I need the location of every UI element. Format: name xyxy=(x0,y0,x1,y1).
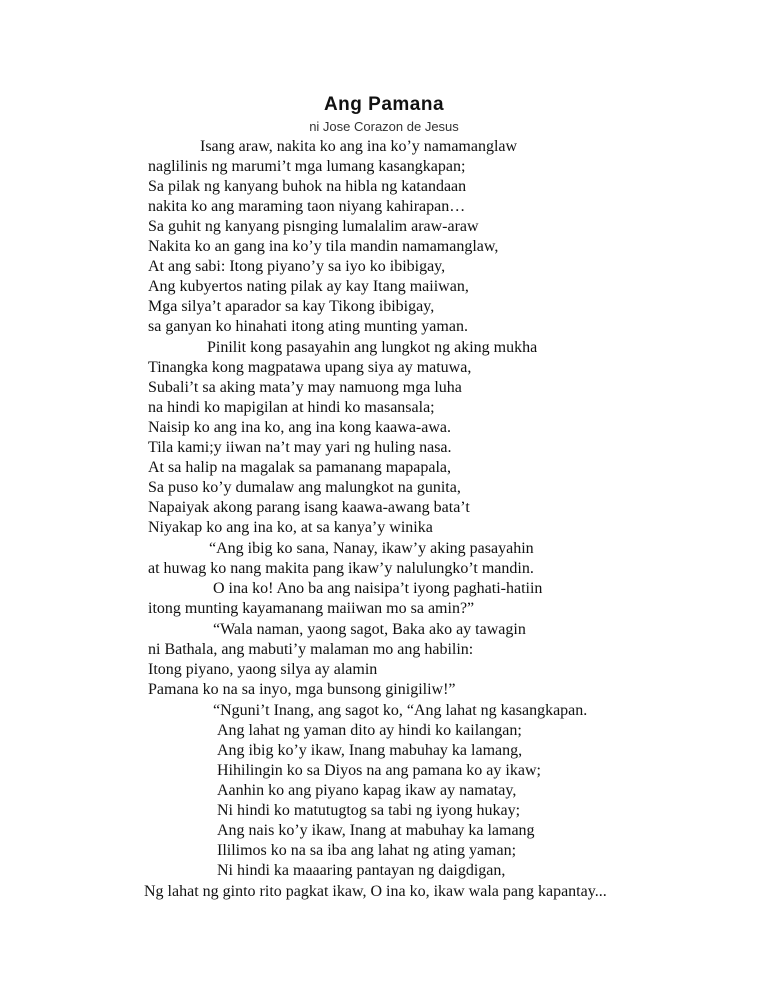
poem-line: Niyakap ko ang ina ko, at sa kanya’y winika xyxy=(148,519,433,536)
poem-line: At ang sabi: Itong piyano’y sa iyo ko ibibigay, xyxy=(148,258,446,275)
poem-line: Tinangka kong magpatawa upang siya ay matuwa, xyxy=(148,359,472,376)
poem-line: Napaiyak akong parang isang kaawa-awang bata’t xyxy=(148,499,470,516)
poem-line: Ang kubyertos nating pilak ay kay Itang maiiwan, xyxy=(148,278,469,295)
poem-line: Isang araw, nakita ko ang ina ko’y namamanglaw xyxy=(200,138,518,155)
poem-line: at huwag ko nang makita pang ikaw’y nalulungko’t mandin. xyxy=(148,560,534,577)
poem-line: Hihilingin ko sa Diyos na ang pamana ko ay ikaw; xyxy=(217,762,541,779)
poem-line: Sa pilak ng kanyang buhok na hibla ng katandaan xyxy=(148,178,467,195)
poem-line: Ng lahat ng ginto rito pagkat ikaw, O ina ko, ikaw wala pang kapantay... xyxy=(144,883,607,900)
poem-line: “Ang ibig ko sana, Nanay, ikaw’y aking pasayahin xyxy=(209,540,534,557)
poem-line: Pamana ko na sa inyo, mga bunsong ginigiliw!” xyxy=(148,681,456,698)
poem-line: Ang ibig ko’y ikaw, Inang mabuhay ka lamang, xyxy=(217,742,523,759)
poem-line: At sa halip na magalak sa pamanang mapapala, xyxy=(148,459,451,476)
poem-line: itong munting kayamanang maiiwan mo sa amin?” xyxy=(148,600,475,617)
poem-line: Ni hindi ko matutugtog sa tabi ng iyong hukay; xyxy=(217,802,521,819)
poem-title: Ang Pamana xyxy=(323,94,445,115)
poem-line: Sa guhit ng kanyang pisnging lumalalim araw-araw xyxy=(148,218,479,235)
poem-line: Tila kami;y iiwan na’t may yari ng huling nasa. xyxy=(148,439,452,456)
poem-line: Pinilit kong pasayahin ang lungkot ng aking mukha xyxy=(207,339,538,356)
poem-line: Ang lahat ng yaman dito ay hindi ko kailangan; xyxy=(217,722,522,739)
poem-line: Ang nais ko’y ikaw, Inang at mabuhay ka lamang xyxy=(217,822,535,839)
poem-line: Ililimos ko na sa iba ang lahat ng ating yaman; xyxy=(217,842,517,859)
poem-line: ni Bathala, ang mabuti’y malaman mo ang habilin: xyxy=(148,641,474,658)
poem-line: “Wala naman, yaong sagot, Baka ako ay tawagin xyxy=(213,621,526,638)
poem-line: Sa puso ko’y dumalaw ang malungkot na gunita, xyxy=(148,479,461,496)
poem-author: ni Jose Corazon de Jesus xyxy=(309,119,459,134)
poem-line: sa ganyan ko hinahati itong ating munting yaman. xyxy=(148,318,468,335)
poem-line: Itong piyano, yaong silya ay alamin xyxy=(148,661,378,678)
poem-line: na hindi ko mapigilan at hindi ko masansala; xyxy=(148,399,435,416)
poem-line: nakita ko ang maraming taon niyang kahirapan… xyxy=(148,198,466,215)
poem-line: naglilinis ng marumi’t mga lumang kasangkapan; xyxy=(148,158,466,175)
poem-line: “Nguni’t Inang, ang sagot ko, “Ang lahat ng kasangkapan. xyxy=(213,702,588,719)
poem-line: Subali’t sa aking mata’y may namuong mga luha xyxy=(148,379,462,396)
poem-line: O ina ko! Ano ba ang naisipa’t iyong paghati-hatiin xyxy=(213,580,543,597)
poem-line: Mga silya’t aparador sa kay Tikong ibibigay, xyxy=(148,298,435,315)
poem-line: Nakita ko an gang ina ko’y tila mandin namamanglaw, xyxy=(148,238,499,255)
poem-line: Aanhin ko ang piyano kapag ikaw ay namatay, xyxy=(217,782,517,799)
poem-line: Naisip ko ang ina ko, ang ina kong kaawa-awa. xyxy=(148,419,452,436)
poem-line: Ni hindi ka maaaring pantayan ng daigdigan, xyxy=(217,862,506,879)
